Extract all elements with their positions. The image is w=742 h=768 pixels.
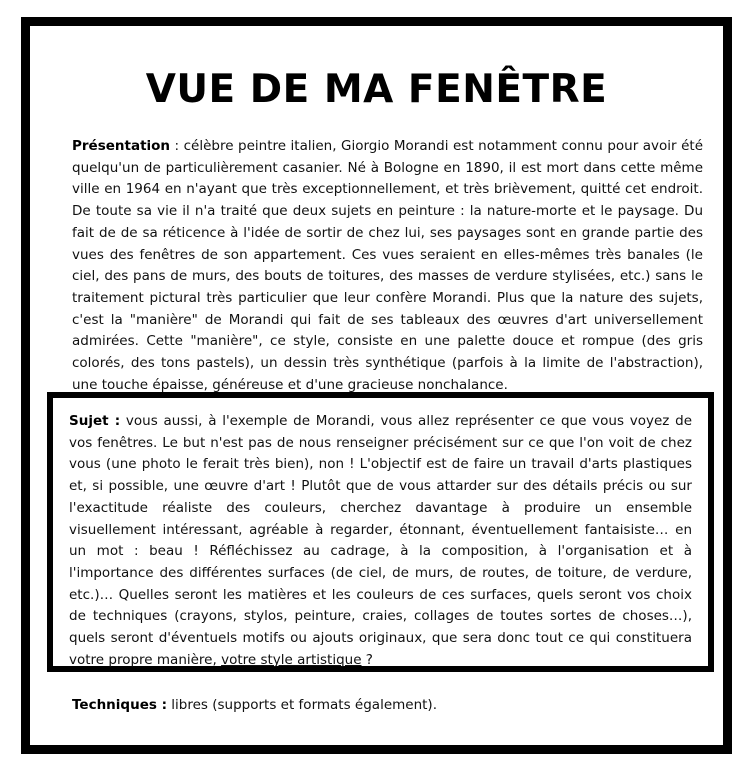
sujet-label: Sujet :	[69, 413, 121, 429]
sujet-end: ?	[361, 651, 373, 668]
presentation-text: : célèbre peintre italien, Giorgio Morandi est notamment connu pour avoir été quelqu'un de particulièrement casanier. Né à Bologne en 1890, il est mort dans cette même ville en 1964 en n'ayant que très exceptionnellement, et très brièvement, quitté cet endroit. De toute sa vie il n'a traité que deux sujets en peinture : la nature-morte et le paysage. Du fait de de sa réticence à l'idée de sortir de chez lui, ses paysages sont en grande partie des vues des fenêtres de son appartement. Ces vues seraient en elles-mêmes très banales (le ciel, des pans de murs, des bouts de toitures, des masses de verdure stylisées, etc.) sans le traitement pictural très particulier que leur confère Morandi. Plus que la nature des sujets, c'est la "manière" de Morandi qui fait de ses tableaux des œuvres d'art universellement admirées. Cette "manière", ce style, consiste en une palette douce et rompue (des gris colorés, des tons pastels), un dessin très synthétique (parfois à la limite de l'abstraction), une touche épaisse, généreuse et d'une gracieuse nonchalance.	[72, 138, 703, 393]
techniques-text: libres (supports et formats également).	[167, 697, 437, 713]
outer-frame	[21, 17, 732, 754]
presentation-label: Présentation	[72, 138, 171, 154]
techniques-paragraph	[72, 695, 703, 717]
sujet-box	[47, 392, 714, 672]
techniques-label: Techniques :	[72, 697, 167, 713]
style-artistique-underlined: votre style artistique	[221, 651, 362, 668]
page-title: VUE DE MA FENÊTRE	[145, 67, 608, 112]
sujet-paragraph	[69, 411, 692, 671]
presentation-paragraph	[72, 136, 703, 396]
sujet-text: vous aussi, à l'exemple de Morandi, vous allez représenter ce que vous voyez de vos fenêtres. Le but n'est pas de nous renseigner précisément sur ce que l'on voit de chez vous (une photo le ferait très bien), non ! L'objectif est de faire un travail d'arts plastiques et, si possible, une œuvre d'art ! Plutôt que de vous attarder sur des détails précis ou sur l'exactitude réaliste des couleurs, cherchez davantage à produire un ensemble visuellement intéressant, agréable à regarder, étonnant, éventuellement fantaisiste… en un mot : beau ! Réfléchissez au cadrage, à la composition, à l'organisation et à l'importance des différentes surfaces (de ciel, de murs, de routes, de toiture, de verdure, etc.)… Quelles seront les matières et les couleurs de ces surfaces, quels seront vos choix de techniques (crayons, stylos, peinture, craies, collages de toutes sortes de choses…), quels seront d'éventuels motifs ou ajouts originaux, que sera donc tout ce qui constituera votre propre manière,	[69, 413, 692, 668]
